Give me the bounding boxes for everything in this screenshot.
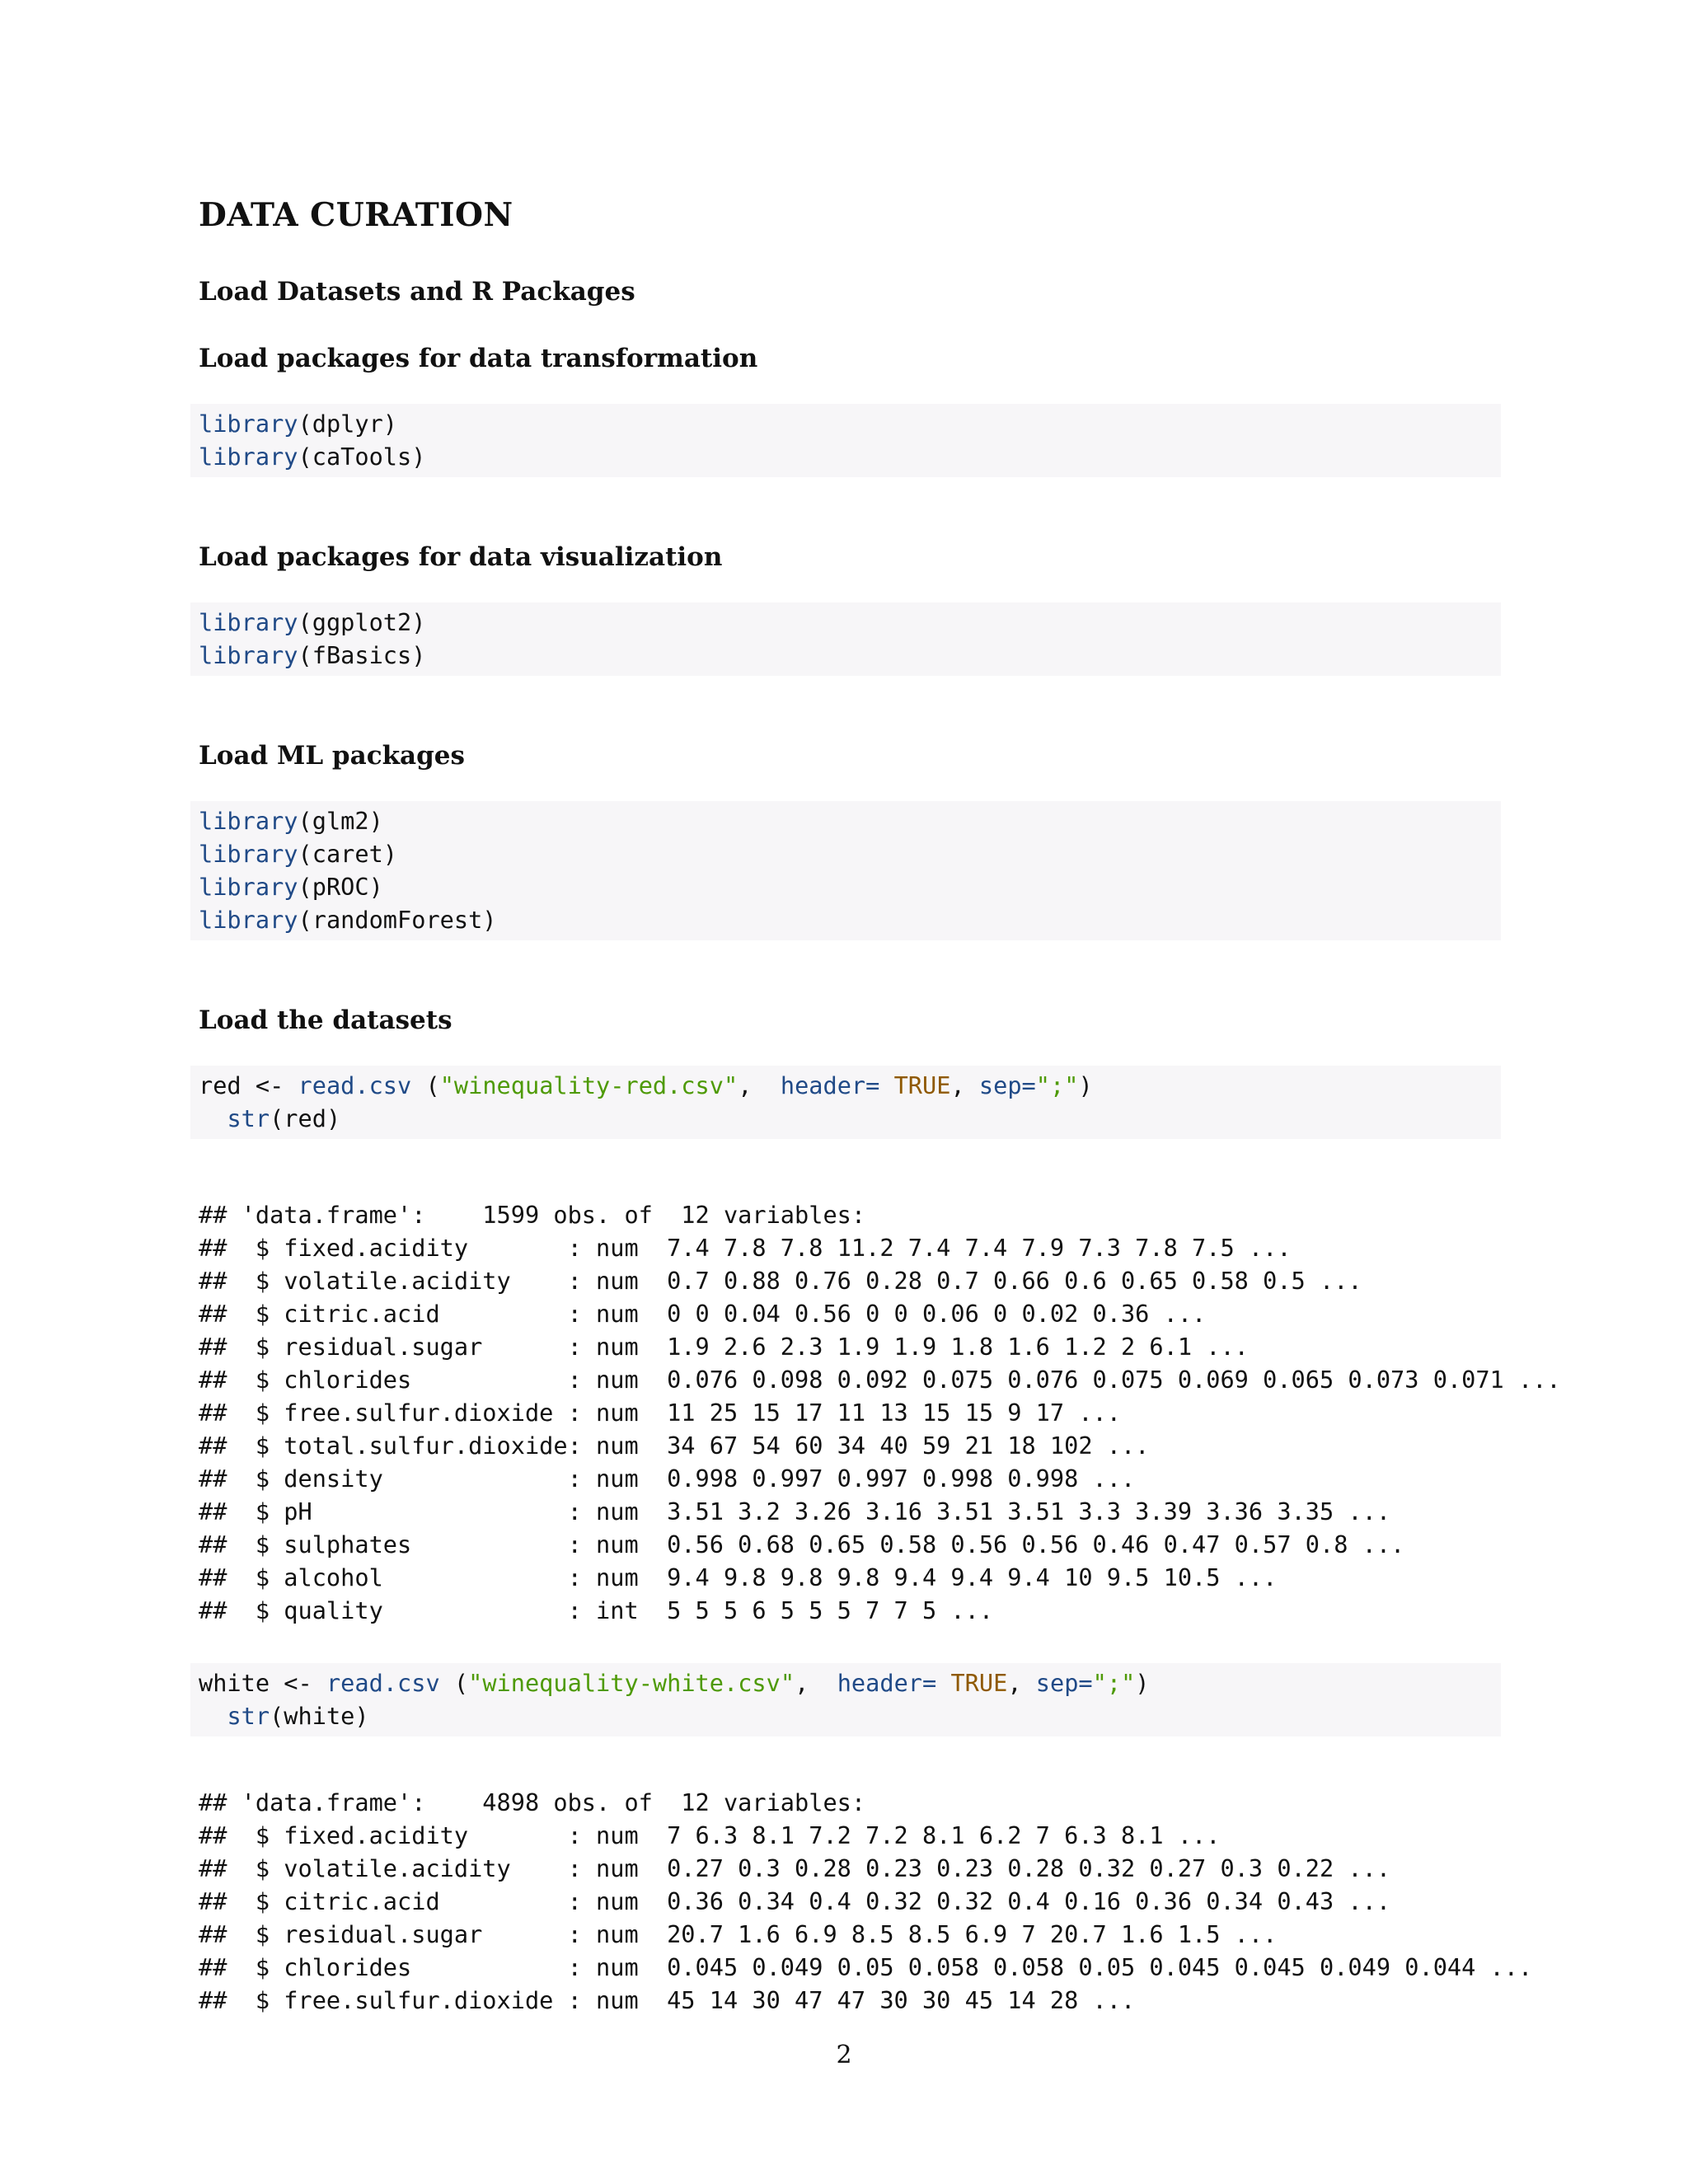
output-line: ## $ sulphates : num 0.56 0.68 0.65 0.58 0.56 0.56 0.46 0.47 0.57 0.8 ...: [199, 1530, 1405, 1558]
output-line: ## $ pH : num 3.51 3.2 3.26 3.16 3.51 3.51 3.3 3.39 3.36 3.35 ...: [199, 1497, 1391, 1526]
code-argument: header=: [837, 1669, 937, 1697]
subsection-heading-transform: Load packages for data transformation: [199, 344, 758, 373]
output-line: ## $ fixed.acidity : num 7 6.3 8.1 7.2 7.2 8.1 6.2 7 6.3 8.1 ...: [199, 1821, 1221, 1849]
code-line: [199, 1069, 1493, 1102]
output-line: ## 'data.frame': 1599 obs. of 12 variables:: [199, 1201, 866, 1229]
code-argument: sep=: [1035, 1669, 1093, 1697]
output-line: ## $ chlorides : num 0.076 0.098 0.092 0.075 0.076 0.075 0.069 0.065 0.073 0.071 ...: [199, 1366, 1561, 1394]
code-text: [936, 1669, 950, 1697]
code-argument: sep=: [978, 1071, 1036, 1099]
code-keyword: library: [199, 410, 298, 438]
code-text: white <-: [199, 1669, 326, 1697]
code-text: ,: [738, 1071, 781, 1099]
code-arg: (fBasics): [298, 641, 426, 669]
code-string: "winequality-red.csv": [439, 1071, 738, 1099]
page-title: DATA CURATION: [199, 196, 513, 234]
output-line: ## $ volatile.acidity : num 0.27 0.3 0.28 0.23 0.23 0.28 0.32 0.27 0.3 0.22 ...: [199, 1854, 1391, 1882]
code-constant: TRUE: [893, 1071, 951, 1099]
output-line: ## $ residual.sugar : num 1.9 2.6 2.3 1.9 1.9 1.8 1.6 1.2 2 6.1 ...: [199, 1333, 1249, 1361]
code-arg: (randomForest): [298, 906, 497, 934]
code-keyword: library: [199, 443, 298, 471]
code-block-read-red: [190, 1066, 1501, 1139]
code-keyword: library: [199, 873, 298, 901]
code-line: [199, 1699, 1493, 1732]
output-line: ## $ free.sulfur.dioxide : num 11 25 15 17 11 13 15 15 9 17 ...: [199, 1399, 1121, 1427]
code-function: read.csv: [298, 1071, 412, 1099]
code-line: [199, 1102, 1493, 1135]
console-output-red: [199, 1198, 1561, 1627]
code-line: [199, 870, 1493, 903]
output-line: ## 'data.frame': 4898 obs. of 12 variables:: [199, 1788, 866, 1816]
output-line: ## $ citric.acid : num 0.36 0.34 0.4 0.32 0.32 0.4 0.16 0.36 0.34 0.43 ...: [199, 1887, 1391, 1915]
code-string: ";": [1092, 1669, 1136, 1697]
code-block-read-white: [190, 1663, 1501, 1736]
code-text: ,: [795, 1669, 837, 1697]
code-arg: (caTools): [298, 443, 426, 471]
code-indent: [199, 1104, 227, 1132]
code-keyword: library: [199, 608, 298, 636]
output-line: ## $ chlorides : num 0.045 0.049 0.05 0.058 0.058 0.05 0.045 0.045 0.049 0.044 ...: [199, 1953, 1533, 1981]
code-line: [199, 407, 1493, 440]
code-function: str: [227, 1702, 270, 1730]
subsection-heading-ml: Load ML packages: [199, 741, 465, 771]
code-keyword: library: [199, 807, 298, 835]
code-keyword: library: [199, 840, 298, 868]
output-line: ## $ volatile.acidity : num 0.7 0.88 0.76 0.28 0.7 0.66 0.6 0.65 0.58 0.5 ...: [199, 1267, 1362, 1295]
output-line: ## $ quality : int 5 5 5 6 5 5 5 7 7 5 ...: [199, 1596, 994, 1624]
output-line: ## $ free.sulfur.dioxide : num 45 14 30 47 47 30 30 45 14 28 ...: [199, 1986, 1136, 2014]
code-keyword: library: [199, 906, 298, 934]
code-arg: (pROC): [298, 873, 383, 901]
code-text: (: [411, 1071, 440, 1099]
output-line: ## $ residual.sugar : num 20.7 1.6 6.9 8.5 8.5 6.9 7 20.7 1.6 1.5 ...: [199, 1920, 1278, 1948]
code-block-visualization: [190, 602, 1501, 676]
code-line: [199, 1666, 1493, 1699]
code-line: [199, 804, 1493, 837]
code-text: (red): [270, 1104, 341, 1132]
output-line: ## $ density : num 0.998 0.997 0.997 0.998 0.998 ...: [199, 1465, 1136, 1493]
code-text: ): [1135, 1669, 1150, 1697]
code-arg: (ggplot2): [298, 608, 426, 636]
code-constant: TRUE: [950, 1669, 1008, 1697]
code-argument: header=: [780, 1071, 880, 1099]
code-text: ,: [1007, 1669, 1036, 1697]
code-line: [199, 606, 1493, 639]
code-function: read.csv: [326, 1669, 440, 1697]
code-text: (: [439, 1669, 469, 1697]
code-line: [199, 837, 1493, 870]
code-keyword: library: [199, 641, 298, 669]
code-text: ): [1078, 1071, 1093, 1099]
code-arg: (caret): [298, 840, 398, 868]
code-string: "winequality-white.csv": [468, 1669, 795, 1697]
code-text: red <-: [199, 1071, 298, 1099]
output-line: ## $ total.sulfur.dioxide: num 34 67 54 60 34 40 59 21 18 102 ...: [199, 1432, 1150, 1460]
code-block-transform: [190, 404, 1501, 477]
code-text: [879, 1071, 893, 1099]
code-function: str: [227, 1104, 270, 1132]
code-arg: (glm2): [298, 807, 383, 835]
code-text: (white): [270, 1702, 369, 1730]
code-line: [199, 903, 1493, 936]
code-line: [199, 440, 1493, 473]
console-output-white: [199, 1786, 1533, 2017]
code-arg: (dplyr): [298, 410, 398, 438]
subsection-heading-visualization: Load packages for data visualization: [199, 542, 723, 572]
code-line: [199, 639, 1493, 672]
output-line: ## $ fixed.acidity : num 7.4 7.8 7.8 11.2 7.4 7.4 7.9 7.3 7.8 7.5 ...: [199, 1234, 1292, 1262]
document-page: [199, 190, 1561, 2053]
code-block-ml: [190, 801, 1501, 940]
output-line: ## $ citric.acid : num 0 0 0.04 0.56 0 0 0.06 0 0.02 0.36 ...: [199, 1300, 1207, 1328]
code-indent: [199, 1702, 227, 1730]
output-line: ## $ alcohol : num 9.4 9.8 9.8 9.8 9.4 9.4 9.4 10 9.5 10.5 ...: [199, 1563, 1278, 1591]
page-number: 2: [836, 2041, 852, 2069]
code-text: ,: [950, 1071, 979, 1099]
subsection-heading-datasets: Load the datasets: [199, 1005, 452, 1035]
section-heading-load-datasets: Load Datasets and R Packages: [199, 277, 635, 307]
code-string: ";": [1035, 1071, 1079, 1099]
